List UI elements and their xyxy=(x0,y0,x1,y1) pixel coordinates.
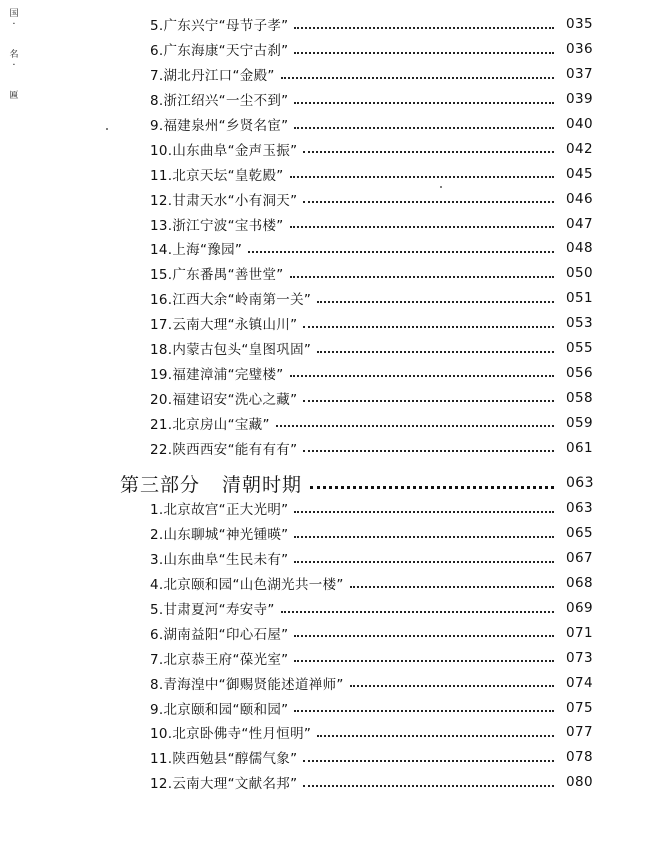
toc-entry-title: 5.广东兴宁“母节子孝” xyxy=(150,18,289,35)
toc-entry-page: 080 xyxy=(566,774,593,791)
scan-speck xyxy=(106,128,108,130)
toc-entry-title: 5.甘肃夏河“寿安寺” xyxy=(150,602,275,618)
section-page-number: 063 xyxy=(566,475,594,491)
dot-leader xyxy=(303,449,554,452)
toc-entry-title: 4.北京颐和园“山色湖光共一楼” xyxy=(150,577,344,594)
dot-leader xyxy=(350,585,554,588)
dot-leader xyxy=(290,275,554,278)
toc-entry-page: 046 xyxy=(566,190,593,207)
section-heading-qing xyxy=(120,469,594,497)
toc-entry-title: 8.浙江绍兴“一尘不到” xyxy=(150,93,289,110)
dot-leader xyxy=(303,325,554,328)
toc-entry xyxy=(150,571,593,596)
toc-entry-page: 073 xyxy=(566,649,593,666)
toc-entry xyxy=(150,336,593,361)
dot-leader xyxy=(303,150,554,153)
dot-leader xyxy=(303,759,554,762)
dot-leader xyxy=(294,535,554,538)
toc-entry-title: 9.北京颐和园“颐和园” xyxy=(150,701,289,718)
toc-entry xyxy=(150,385,593,410)
toc-entry-page: 047 xyxy=(566,215,593,232)
toc-entry-title: 1.北京故宫“正大光明” xyxy=(150,502,289,519)
toc-entry xyxy=(150,236,593,261)
dot-leader xyxy=(290,374,554,377)
toc-entry-page: 053 xyxy=(566,315,593,332)
toc-entry-page: 055 xyxy=(566,340,593,357)
dot-leader xyxy=(294,634,554,637)
toc-entry-page: 058 xyxy=(566,389,593,406)
dot-leader xyxy=(294,709,554,712)
toc-entry-page: 061 xyxy=(566,439,593,456)
dot-leader xyxy=(303,399,554,402)
running-head-char: 匾 xyxy=(9,91,19,101)
toc-entry xyxy=(150,186,593,211)
toc-entry xyxy=(150,211,593,236)
toc-entry-page: 035 xyxy=(566,16,593,33)
toc-entry-page: 075 xyxy=(566,699,593,716)
dot-leader xyxy=(350,684,554,687)
toc-entry-page: 074 xyxy=(566,674,593,691)
toc-entry-page: 039 xyxy=(566,91,593,108)
toc-entry-page: 069 xyxy=(566,600,593,616)
toc-entry-page: 048 xyxy=(566,240,593,257)
dot-leader xyxy=(317,300,554,303)
dot-leader xyxy=(294,126,554,129)
toc-entry xyxy=(150,161,593,186)
dot-leader xyxy=(310,485,554,489)
toc-entry xyxy=(150,360,593,385)
toc-entry-title: 9.福建泉州“乡贤名宦” xyxy=(150,118,289,134)
section-name: 清朝时期 xyxy=(222,473,303,496)
toc-entry-title: 7.湖北丹江口“金殿” xyxy=(150,68,275,85)
toc-entry xyxy=(150,311,593,336)
dot-leader xyxy=(294,659,554,662)
toc-entry xyxy=(150,620,593,645)
toc-entry xyxy=(150,720,593,745)
toc-entry-page: 042 xyxy=(566,140,593,157)
toc-entry-page: 045 xyxy=(566,165,593,182)
dot-leader xyxy=(294,26,554,29)
toc-entry-page: 077 xyxy=(566,724,593,741)
dot-leader xyxy=(248,250,554,253)
dot-leader xyxy=(303,784,554,787)
dot-leader xyxy=(317,350,554,353)
toc-entry-page: 051 xyxy=(566,290,593,307)
toc-entry-title: 20.福建诏安“洗心之藏” xyxy=(150,391,298,408)
toc-entry xyxy=(150,521,593,546)
toc-entry xyxy=(150,286,593,311)
dot-leader xyxy=(290,175,554,178)
toc-entry-page: 067 xyxy=(566,550,593,567)
toc-entry-page: 040 xyxy=(566,116,593,132)
toc-entry-title: 12.云南大理“文献名邦” xyxy=(150,776,298,793)
running-head-dot: · xyxy=(12,60,16,71)
toc-entry-title: 7.北京恭王府“葆光室” xyxy=(150,651,289,668)
dot-leader xyxy=(276,424,554,427)
running-head-dot: · xyxy=(12,19,16,30)
toc-entry-title: 17.云南大理“永镇山川” xyxy=(150,317,298,334)
toc-entry xyxy=(150,37,593,62)
toc-entry-title: 14.上海“豫园” xyxy=(150,242,243,259)
toc-entry-title: 11.北京天坛“皇乾殿” xyxy=(150,167,284,184)
toc-entry xyxy=(150,745,593,770)
toc-entry-title: 12.甘肃天水“小有洞天” xyxy=(150,192,298,209)
toc-entry-title: 19.福建漳浦“完璧楼” xyxy=(150,366,284,383)
scan-speck xyxy=(440,186,442,188)
toc-entry-page: 037 xyxy=(566,66,593,83)
toc-entry-page: 056 xyxy=(566,364,593,381)
toc-entry xyxy=(150,410,593,435)
section-title xyxy=(120,470,310,497)
toc-part2-list xyxy=(150,12,593,460)
dot-leader xyxy=(294,560,554,563)
section-part: 第三部分 xyxy=(120,473,201,496)
toc-entry-title: 15.广东番禺“善世堂” xyxy=(150,267,284,284)
dot-leader xyxy=(294,510,554,513)
toc-entry xyxy=(150,12,593,37)
toc-entry-page: 065 xyxy=(566,525,593,542)
toc-entry-title: 8.青海湟中“御赐贤能述道禅师” xyxy=(150,676,344,693)
toc-entry xyxy=(150,645,593,670)
dot-leader xyxy=(294,101,554,104)
toc-part3-list xyxy=(150,496,593,795)
toc-entry-title: 3.山东曲阜“生民未有” xyxy=(150,552,289,569)
toc-entry-title: 21.北京房山“宝藏” xyxy=(150,416,270,433)
toc-entry-title: 18.内蒙古包头“皇图巩固” xyxy=(150,342,312,359)
toc-entry xyxy=(150,261,593,286)
toc-entry-page: 050 xyxy=(566,265,593,282)
toc-entry-title: 13.浙江宁波“宝书楼” xyxy=(150,217,284,234)
toc-entry-page: 078 xyxy=(566,749,593,766)
dot-leader xyxy=(290,225,554,228)
running-head-char: 名 xyxy=(9,50,19,60)
toc-entry-page: 068 xyxy=(566,575,593,592)
toc-entry-title: 11.陕西勉县“醇儒气象” xyxy=(150,751,298,768)
dot-leader xyxy=(281,610,554,613)
toc-entry-title: 6.广东海康“天宁古刹” xyxy=(150,43,289,60)
toc-entry xyxy=(150,546,593,571)
running-head-char: 国 xyxy=(9,9,19,19)
toc-entry xyxy=(150,87,593,112)
running-head xyxy=(6,10,22,103)
toc-entry-title: 6.湖南益阳“印心石屋” xyxy=(150,626,289,643)
toc-entry-page: 059 xyxy=(566,414,593,431)
toc-entry xyxy=(150,770,593,795)
dot-leader xyxy=(294,51,554,54)
toc-entry xyxy=(150,136,593,161)
toc-entry xyxy=(150,112,593,137)
toc-entry xyxy=(150,62,593,87)
toc-entry-title: 16.江西大余“岭南第一关” xyxy=(150,292,312,309)
toc-entry xyxy=(150,435,593,460)
toc-entry xyxy=(150,695,593,720)
dot-leader xyxy=(281,76,554,79)
toc-entry-page: 063 xyxy=(566,500,593,517)
toc-entry-title: 10.山东曲阜“金声玉振” xyxy=(150,142,298,159)
toc-entry xyxy=(150,496,593,521)
toc-entry-title: 22.陕西西安“能有有有” xyxy=(150,441,298,458)
dot-leader xyxy=(317,734,554,737)
toc-entry-title: 10.北京卧佛寺“性月恒明” xyxy=(150,726,312,743)
toc-entry-page: 036 xyxy=(566,41,593,58)
toc-entry-title: 2.山东聊城“神光锺暎” xyxy=(150,527,289,544)
dot-leader xyxy=(303,200,554,203)
toc-entry xyxy=(150,670,593,695)
toc-entry-page: 071 xyxy=(566,624,593,641)
toc-entry xyxy=(150,596,593,621)
